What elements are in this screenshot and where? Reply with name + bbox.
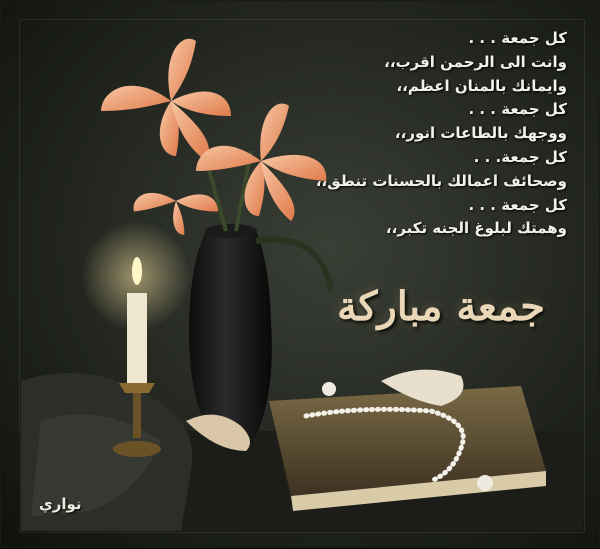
poem-line: ووجهك بالطاعات انور،، [394, 124, 567, 143]
poem-line: كل جمعة . . . [468, 29, 567, 47]
poem-line: كل جمعة. . . [473, 147, 567, 166]
candle-flame [132, 257, 142, 285]
candle-holder [119, 383, 155, 393]
poem-line: وهمتك لبلوغ الجنه تكبر،، [385, 219, 567, 238]
vase [189, 231, 272, 446]
greeting-title: جمعة مباركة [336, 283, 545, 330]
poem-line: وصحائف اعمالك بالحسنات تنطق،، [315, 171, 567, 190]
poem-text [267, 27, 567, 241]
lily-flower [101, 39, 231, 161]
signature: نواري [39, 495, 82, 513]
poem-line: كل جمعة . . . [468, 195, 567, 214]
poem-line: كل جمعة . . . [468, 100, 567, 119]
poem-line: وايمانك بالمنان اعظم،، [396, 76, 567, 95]
poem-line: وانت الى الرحمن اقرب،، [384, 52, 567, 71]
candle [127, 293, 147, 383]
